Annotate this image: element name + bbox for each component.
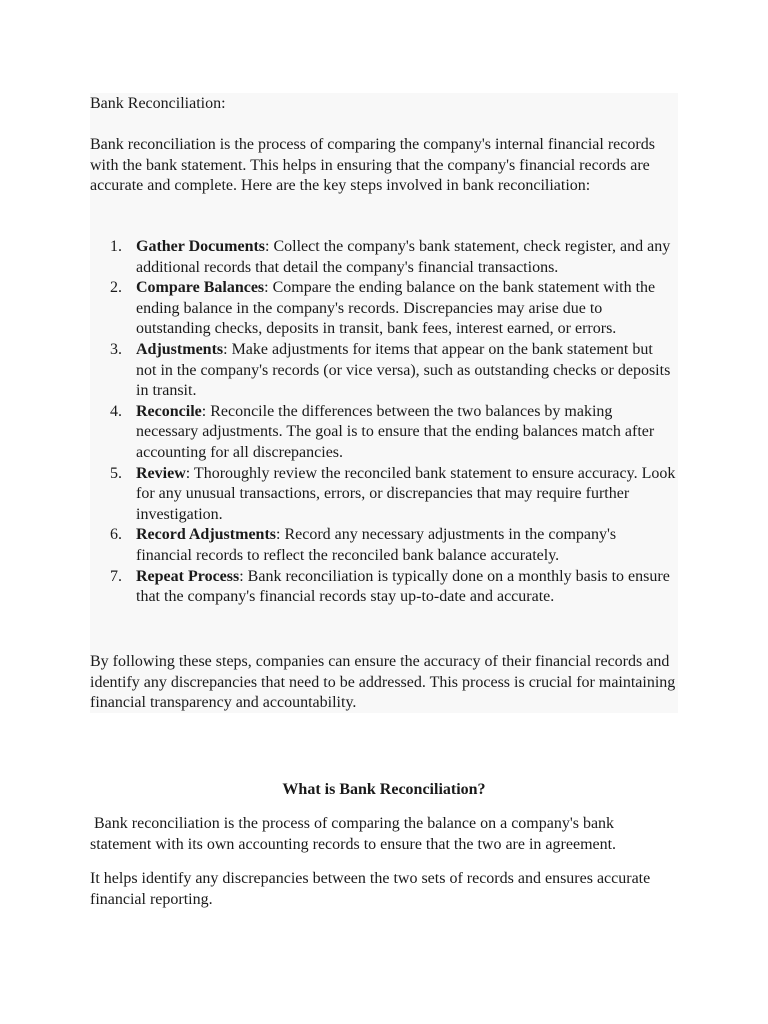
step-text: : Thoroughly review the reconciled bank statement to ensure accuracy. Look for any unusual transactions, errors, or discrepancies that may require further investigation. [136, 464, 676, 523]
step-text: : Reconcile the differences between the two balances by making necessary adjustments. The goal is to ensure that the ending balances match after accounting for all discrepancies. [136, 402, 655, 461]
step-number: 3. [110, 340, 122, 358]
step-term: Gather Documents [136, 238, 266, 255]
list-item [90, 525, 676, 566]
step-text: : Bank reconciliation is typically done on a monthly basis to ensure that the company's financial records stay up-to-date and accurate. [136, 567, 670, 606]
step-number: 6. [110, 526, 122, 544]
title-line: Bank Reconciliation: [90, 95, 226, 112]
section-paragraph-2: It helps identify any discrepancies between the two sets of records and ensures accurate financial reporting. [90, 870, 651, 908]
steps-list [90, 237, 676, 608]
step-text: : Collect the company's bank statement, check register, and any additional records that detail the company's financial transactions. [136, 238, 671, 276]
list-item [90, 278, 676, 340]
list-item [90, 464, 676, 526]
intro-paragraph: Bank reconciliation is the process of comparing the company's internal financial records with the bank statement. This helps in ensuring that the company's financial records are accurate and complete. Here are the key steps involved in bank reconciliation: [90, 136, 655, 195]
section-paragraph-1: Bank reconciliation is the process of comparing the balance on a company's bank statement with its own accounting records to ensure that the two are in agreement. [90, 815, 617, 853]
step-number: 7. [110, 567, 122, 585]
step-number: 4. [110, 402, 122, 420]
list-item [90, 402, 676, 464]
step-number: 5. [110, 464, 122, 482]
step-number: 2. [110, 279, 122, 297]
step-term: Reconcile [136, 402, 202, 420]
list-item [90, 340, 676, 402]
step-text: : Record any necessary adjustments in the company's financial records to reflect the reconciled bank balance accurately. [136, 526, 617, 564]
list-item [90, 237, 676, 278]
step-number: 1. [110, 238, 122, 255]
section-heading: What is Bank Reconciliation? [282, 781, 486, 798]
conclusion-paragraph: By following these steps, companies can ensure the accuracy of their financial records and identify any discrepancies that need to be addressed. This process is crucial for maintaining financial transparency and accountability. [90, 653, 676, 712]
step-term: Record Adjustments [136, 526, 276, 544]
step-term: Adjustments [136, 340, 224, 358]
step-text: : Compare the ending balance on the bank statement with the ending balance in the company's records. Discrepancies may arise due to outstanding checks, deposits in transit, bank fees, interest earned, or errors. [136, 279, 656, 338]
step-term: Compare Balances [136, 279, 265, 297]
step-term: Repeat Process [136, 567, 240, 585]
step-term: Review [136, 464, 186, 482]
list-item [90, 567, 676, 608]
step-text: : Make adjustments for items that appear on the bank statement but not in the company's records (or vice versa), such as outstanding checks or deposits in transit. [136, 340, 671, 400]
